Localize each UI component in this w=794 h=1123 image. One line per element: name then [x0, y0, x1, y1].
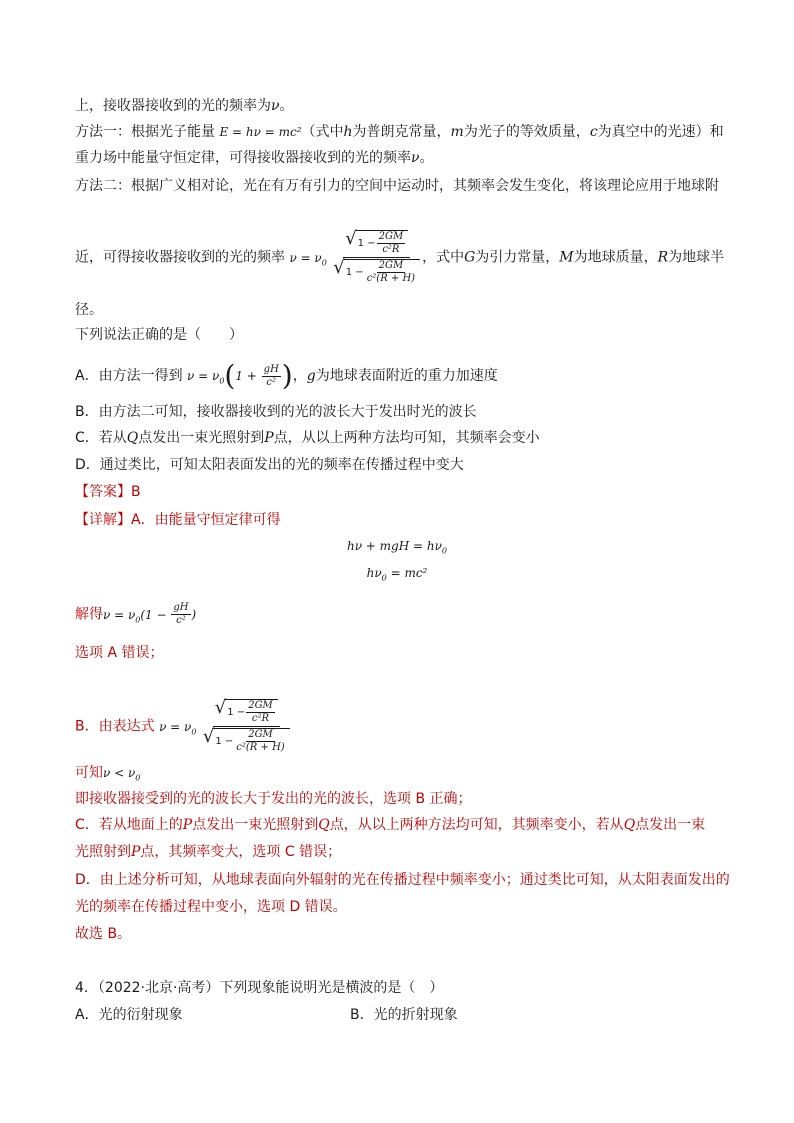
- text: D．由上述分析可知，从地球表面向外辐射的光在传播过程中频率变小；通过类比可知，从太阳表面发出的: [75, 872, 730, 888]
- text: 点发出一束光照射到: [138, 430, 265, 446]
- text: 点，从以上两种方法均可知，其频率会变小: [273, 430, 540, 446]
- text: ，式中: [422, 249, 465, 266]
- text: （式中: [301, 124, 344, 140]
- detail-d-line-1: [75, 870, 730, 890]
- detail-line-a: [75, 510, 281, 530]
- text: D．通过类比，可知太阳表面发出的光的频率在传播过程中变大: [75, 457, 464, 473]
- text: C．若从: [75, 430, 127, 446]
- answer-value: B: [131, 484, 141, 500]
- question-stem: [75, 325, 243, 345]
- detail-b-expr: B．由表达式 $\nu = \nu_0$ √ 1 − $\frac{2GM}{\text{c²R}}$ √ 1 − $\frac{2GM}{\text{c²(R + H)}}$: [75, 699, 292, 754]
- text: 点，其频率变大，选项 C 错误；: [140, 844, 342, 860]
- equation-1: hν + mgH = $h\nu_0$: [346, 539, 448, 556]
- knowable-line: 可知$\nu < \nu_0$: [75, 765, 141, 783]
- text: 为地球质量，: [573, 249, 658, 266]
- answer-tag: 【答案】: [75, 484, 131, 500]
- text: 径。: [75, 302, 103, 318]
- frequency-formula-fraction: √ 1 − $\frac{2GM}{\text{c²R}}$ √ 1 − $\frac{2GM}{\text{c²(R + H)}}$: [331, 230, 422, 285]
- para-line-4: [75, 176, 719, 196]
- text: 为地球表面附近的重力加速度: [315, 368, 498, 384]
- solve-line: 解得$\nu = \nu_0(1$ − $\frac{gH}{\text{c²}}$ ): [75, 602, 197, 626]
- option-c: C．若从Q点发出一束光照射到P点，从以上两种方法均可知，其频率会变小: [75, 430, 540, 446]
- text: 。: [419, 150, 434, 166]
- text: 上，接收器接收到的光的频率为: [75, 98, 271, 114]
- text: 4．（2022·北京·高考）下列现象能说明光是横波的是（ ）: [75, 980, 444, 996]
- text: ，: [292, 368, 307, 384]
- question-4-option-a: [75, 1005, 183, 1025]
- option-b: [75, 402, 477, 422]
- text: C．若从地面上的: [75, 817, 183, 833]
- text: 。: [279, 98, 294, 114]
- detail-b-correct: [75, 789, 472, 809]
- text: 点发出一束: [635, 817, 706, 833]
- option-d: [75, 455, 464, 475]
- text: 方法一：根据光子能量: [75, 124, 215, 140]
- text: 重力场中能量守恒定律，可得接收器接收到的光的频率: [75, 150, 411, 166]
- equation-2: $h\nu_0 = mc^2$: [366, 566, 428, 583]
- text: 为真空中的光速）和: [597, 124, 724, 140]
- text: 点，从以上两种方法均可知，其频率变小，若从: [329, 817, 624, 833]
- text: 下列说法正确的是（ ）: [75, 327, 243, 343]
- expression-fraction: √ 1 − $\frac{2GM}{\text{c²R}}$ √ 1 − $\frac{2GM}{\text{c²(R + H)}}$: [201, 699, 292, 754]
- text: 解得: [75, 606, 103, 623]
- text: 选项 A 错误；: [75, 645, 164, 661]
- text: B．由方法二可知，接收器接收到的光的波长大于发出时光的波长: [75, 404, 477, 420]
- text: 光的频率在传播过程中变小，选项 D 错误。: [75, 899, 347, 915]
- text: 近，可得接收器接收到的光的频率: [75, 249, 285, 266]
- text: B．由表达式: [75, 718, 155, 735]
- text: A．由能量守恒定律可得: [131, 512, 281, 528]
- text: 可知: [75, 765, 103, 781]
- text: 方法二：根据广义相对论，光在有万有引力的空间中运动时，其频率会发生变化，将该理论应用于地球附: [75, 178, 719, 194]
- detail-d-line-2: [75, 897, 347, 917]
- text: 即接收器接受到的光的波长大于发出的光的波长，选项 B 正确；: [75, 791, 472, 807]
- option-a: A．由方法一得到 $\nu = \nu_0(1$ + $\frac{gH}{\text{c²}}$ )，g为地球表面附近的重力加速度: [75, 359, 498, 392]
- para-line-5: 近，可得接收器接收到的光的频率 $\nu = \nu_0$ √ 1 − $\frac{2GM}{\text{c²R}}$ √ 1 − $\frac{2GM}{\text{c²(R + H)}}$ ，式中G为引力常量，M为地球质量，R为地球半: [75, 228, 725, 284]
- text: A．由方法一得到: [75, 368, 183, 384]
- detail-tag: 【详解】: [75, 512, 131, 528]
- question-4-stem: [75, 978, 443, 998]
- text: 为引力常量，: [475, 249, 560, 266]
- detail-a-wrong: [75, 643, 163, 663]
- text: 为普朗克常量，: [352, 124, 451, 140]
- text: A．光的衍射现象: [75, 1007, 183, 1023]
- text: B．光的折射现象: [350, 1007, 458, 1023]
- para-line-6: [75, 300, 103, 320]
- text: 光照射到: [75, 844, 131, 860]
- para-line-3: 重力场中能量守恒定律，可得接收器接收到的光的频率ν。: [75, 150, 434, 166]
- text: 点发出一束光照射到: [192, 817, 319, 833]
- final-answer: [75, 924, 131, 944]
- para-line-1: 上，接收器接收到的光的频率为ν。: [75, 98, 294, 114]
- text: 为地球半: [668, 249, 725, 266]
- question-4-option-b: [350, 1005, 458, 1025]
- text: 为光子的等效质量，: [463, 124, 590, 140]
- para-line-2: 方法一：根据光子能量 E = hν = mc²（式中h为普朗克常量，m为光子的等效质量，c为真空中的光速）和: [75, 124, 724, 140]
- detail-c-line-2: 光照射到P点，其频率变大，选项 C 错误；: [75, 844, 342, 860]
- answer-line: [75, 482, 141, 502]
- text: 故选 B。: [75, 926, 132, 942]
- detail-c-line-1: C．若从地面上的P点发出一束光照射到Q点，从以上两种方法均可知，其频率变小，若从Q点发出一束: [75, 817, 706, 833]
